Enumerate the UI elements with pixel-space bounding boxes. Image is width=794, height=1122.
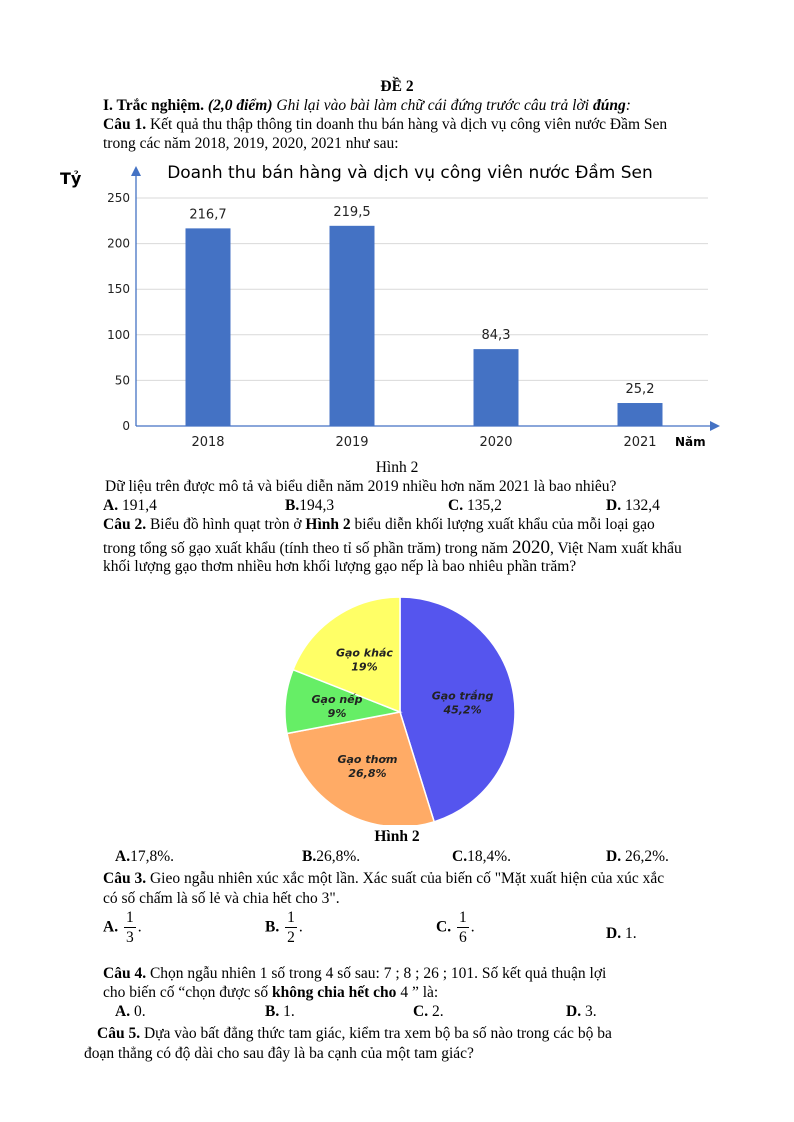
bar-chart-title: Doanh thu bán hàng và dịch vụ công viên nước Đầm Sen (167, 163, 653, 183)
q1-option-d[interactable] (606, 497, 660, 515)
pie-slice-value: 45,2% (443, 703, 482, 717)
q4-line1 (103, 965, 606, 983)
q5-line2: đoạn thẳng có độ dài cho sau đây là ba cạnh của một tam giác? (84, 1045, 474, 1062)
q2-line2-year: 2020 (511, 537, 550, 558)
bar-value-label: 219,5 (333, 204, 371, 220)
q2-option-a[interactable] (115, 848, 174, 866)
bar-chart-y-axis-arrow (131, 166, 141, 176)
pie-slice-value: 9% (327, 707, 347, 721)
x-tick-label: 2020 (479, 435, 513, 450)
bar-value-label: 216,7 (189, 207, 227, 223)
q2-figure-caption: Hình 2 (374, 828, 420, 845)
section1-instruction-bold: đúng (592, 97, 626, 114)
q1-option-b-value: 194,3 (299, 497, 335, 514)
q1-line1 (103, 116, 667, 134)
section1-heading-line (103, 97, 631, 115)
q3-option-b-fraction (285, 910, 297, 945)
q3-option-a-fraction (124, 910, 136, 945)
q4-option-b-value: 1. (279, 1003, 295, 1020)
q1-option-a[interactable] (103, 497, 157, 515)
q5-line1-text: Dựa vào bất đẳng thức tam giác, kiểm tra xem bộ ba số nào trong các bộ ba (143, 1025, 612, 1042)
q3-option-d-value: 1. (621, 925, 637, 942)
q2-label: Câu 2. (103, 516, 147, 533)
bar-chart (0, 150, 794, 460)
q3-line1-text: Gieo ngẫu nhiên xúc xắc một lần. Xác suất của biến cố "Mặt xuất hiện của xúc xắc (149, 870, 665, 887)
q4-option-c-value: 2. (428, 1003, 444, 1020)
q1-option-b[interactable] (285, 497, 334, 515)
q4-option-a-value: 0. (130, 1003, 146, 1020)
q3-option-c-numerator: 1 (458, 909, 467, 926)
q3-option-c-letter: C. (436, 918, 452, 936)
q4-line1-text: Chọn ngẫu nhiên 1 số trong 4 số sau: 7 ; 8 ; 26 ; 101. Số kết quả thuận lợi (149, 965, 607, 982)
q3-label: Câu 3. (103, 870, 147, 887)
bar-value-label: 84,3 (481, 328, 511, 344)
q1-label: Câu 1. (103, 116, 147, 133)
q2-option-a-letter: A. (115, 848, 131, 865)
q4-line2-a: cho biến cố “chọn được số (103, 984, 269, 1001)
q2-line1-b: biểu diễn khối lượng xuất khẩu của mỗi loại gạo (354, 516, 655, 533)
q3-option-d[interactable] (606, 925, 637, 943)
x-tick-label: 2019 (335, 435, 369, 450)
q4-option-d-value: 3. (581, 1003, 597, 1020)
q1-question: Dữ liệu trên được mô tả và biểu diễn năm 2019 nhiều hơn năm 2021 là bao nhiêu? (105, 478, 617, 495)
q3-option-a-tail: . (137, 918, 142, 936)
q1-option-c-letter: C. (448, 497, 464, 514)
bar (186, 228, 231, 426)
section1-colon: : (625, 97, 631, 114)
q1-text-line1: Kết quả thu thập thông tin doanh thu bán hàng và dịch vụ công viên nước Đầm Sen (149, 116, 668, 133)
q4-label: Câu 4. (103, 965, 147, 982)
q3-option-a-numerator: 1 (125, 909, 134, 926)
q2-option-d[interactable] (606, 848, 669, 866)
q3-option-b-letter: B. (265, 918, 280, 936)
q3-option-d-letter: D. (606, 925, 622, 942)
bar-chart-y-ticks (107, 191, 130, 433)
q1-figure-caption: Hình 2 (375, 459, 419, 476)
q4-option-b-letter: B. (265, 1003, 280, 1020)
q2-option-c[interactable] (452, 848, 511, 866)
bar-chart-bars (186, 205, 663, 426)
pie-chart (270, 595, 530, 825)
bar-value-label: 25,2 (625, 382, 655, 398)
q3-option-a-denominator: 3 (125, 928, 134, 946)
q2-line1-bold: Hình 2 (305, 516, 351, 533)
bar-chart-x-ticks (191, 435, 656, 450)
q1-option-d-letter: D. (606, 497, 622, 514)
bar-chart-y-unit-label: Tỷ (60, 169, 82, 188)
y-tick-label: 250 (107, 191, 130, 205)
q4-line2 (103, 984, 438, 1002)
q3-line2: có số chấm là số lẻ và chia hết cho 3". (103, 890, 340, 907)
q3-option-c-denominator: 6 (458, 928, 467, 946)
bar-chart-x-axis-arrow (710, 421, 720, 431)
y-tick-label: 0 (122, 419, 130, 433)
q5-label: Câu 5. (97, 1025, 141, 1042)
q3-option-b-denominator: 2 (287, 928, 295, 946)
section1-instruction: Ghi lại vào bài làm chữ cái đứng trước câu trả lời (276, 97, 590, 114)
q2-option-b-value: 26,8%. (316, 848, 361, 865)
q4-line2-bold: không chia hết cho (271, 984, 397, 1001)
q4-option-a-letter: A. (115, 1003, 131, 1020)
q3-option-a[interactable] (103, 910, 142, 945)
q3-option-b-numerator: 1 (287, 909, 295, 926)
x-tick-label: 2021 (623, 435, 657, 450)
pie-slice-label: Gạo thơm (337, 753, 398, 767)
y-tick-label: 150 (107, 282, 130, 297)
bar (330, 226, 375, 426)
q3-option-b-tail: . (298, 918, 303, 936)
q2-line3: khối lượng gạo thơm nhiều hơn khối lượng gạo nếp là bao nhiêu phần trăm? (103, 558, 577, 575)
q2-option-d-value: 26,2%. (621, 848, 669, 865)
q3-option-b[interactable] (265, 910, 303, 945)
pie-slice-label: Gạo khác (335, 646, 393, 660)
y-tick-label: 100 (107, 327, 130, 342)
q1-option-c-value: 135,2 (463, 497, 502, 514)
q4-option-d-letter: D. (566, 1003, 582, 1020)
x-tick-label: 2018 (191, 435, 225, 450)
bar (618, 403, 663, 426)
section1-points: (2,0 điểm) (207, 97, 273, 114)
q2-option-b-letter: B. (302, 848, 317, 865)
y-tick-label: 50 (114, 373, 130, 388)
q4-option-b[interactable] (265, 1003, 295, 1021)
y-tick-label: 200 (107, 236, 130, 251)
q4-option-d[interactable] (566, 1003, 597, 1021)
q3-line1 (103, 870, 664, 888)
q1-option-d-value: 132,4 (621, 497, 660, 514)
q2-option-c-value: 18,4%. (467, 848, 511, 865)
q1-option-a-value: 191,4 (118, 497, 157, 514)
q2-line1 (103, 516, 655, 534)
exam-title: ĐỀ 2 (380, 78, 414, 95)
q4-option-a[interactable] (115, 1003, 146, 1021)
bar-chart-x-label: Năm (675, 435, 706, 449)
q4-line2-b: 4 ” là: (396, 984, 439, 1001)
q2-line2-b: , Việt Nam xuất khẩu (549, 540, 682, 557)
q1-option-b-letter: B. (285, 497, 300, 514)
q2-option-c-letter: C. (452, 848, 468, 865)
q1-option-c[interactable] (448, 497, 502, 515)
pie-slice-value: 19% (351, 660, 378, 674)
q3-option-c-tail: . (470, 918, 475, 936)
q1-text-line2: trong các năm 2018, 2019, 2020, 2021 như sau: (103, 135, 399, 152)
q4-option-c-letter: C. (413, 1003, 429, 1020)
pie-slice-value: 26,8% (348, 767, 387, 781)
q2-line1-a: Biểu đồ hình quạt tròn ở (149, 516, 302, 533)
q2-option-d-letter: D. (606, 848, 622, 865)
pie-slice-label: Gạo nếp (311, 693, 363, 707)
section1-heading: I. Trắc nghiệm. (103, 97, 205, 114)
q3-option-a-letter: A. (103, 918, 119, 936)
q2-option-a-value: 17,8%. (130, 848, 174, 865)
bar (474, 349, 519, 426)
q3-option-c[interactable] (436, 910, 475, 945)
q1-option-a-letter: A. (103, 497, 119, 514)
pie-slice-label: Gạo trắng (431, 689, 494, 703)
q2-option-b[interactable] (302, 848, 360, 866)
q4-option-c[interactable] (413, 1003, 444, 1021)
q3-option-c-fraction (457, 910, 469, 945)
q2-line2-a: trong tổng số gạo xuất khẩu (tính theo tỉ số phần trăm) trong năm (103, 540, 509, 557)
q2-line2 (103, 537, 682, 559)
q5-line1 (97, 1025, 612, 1043)
